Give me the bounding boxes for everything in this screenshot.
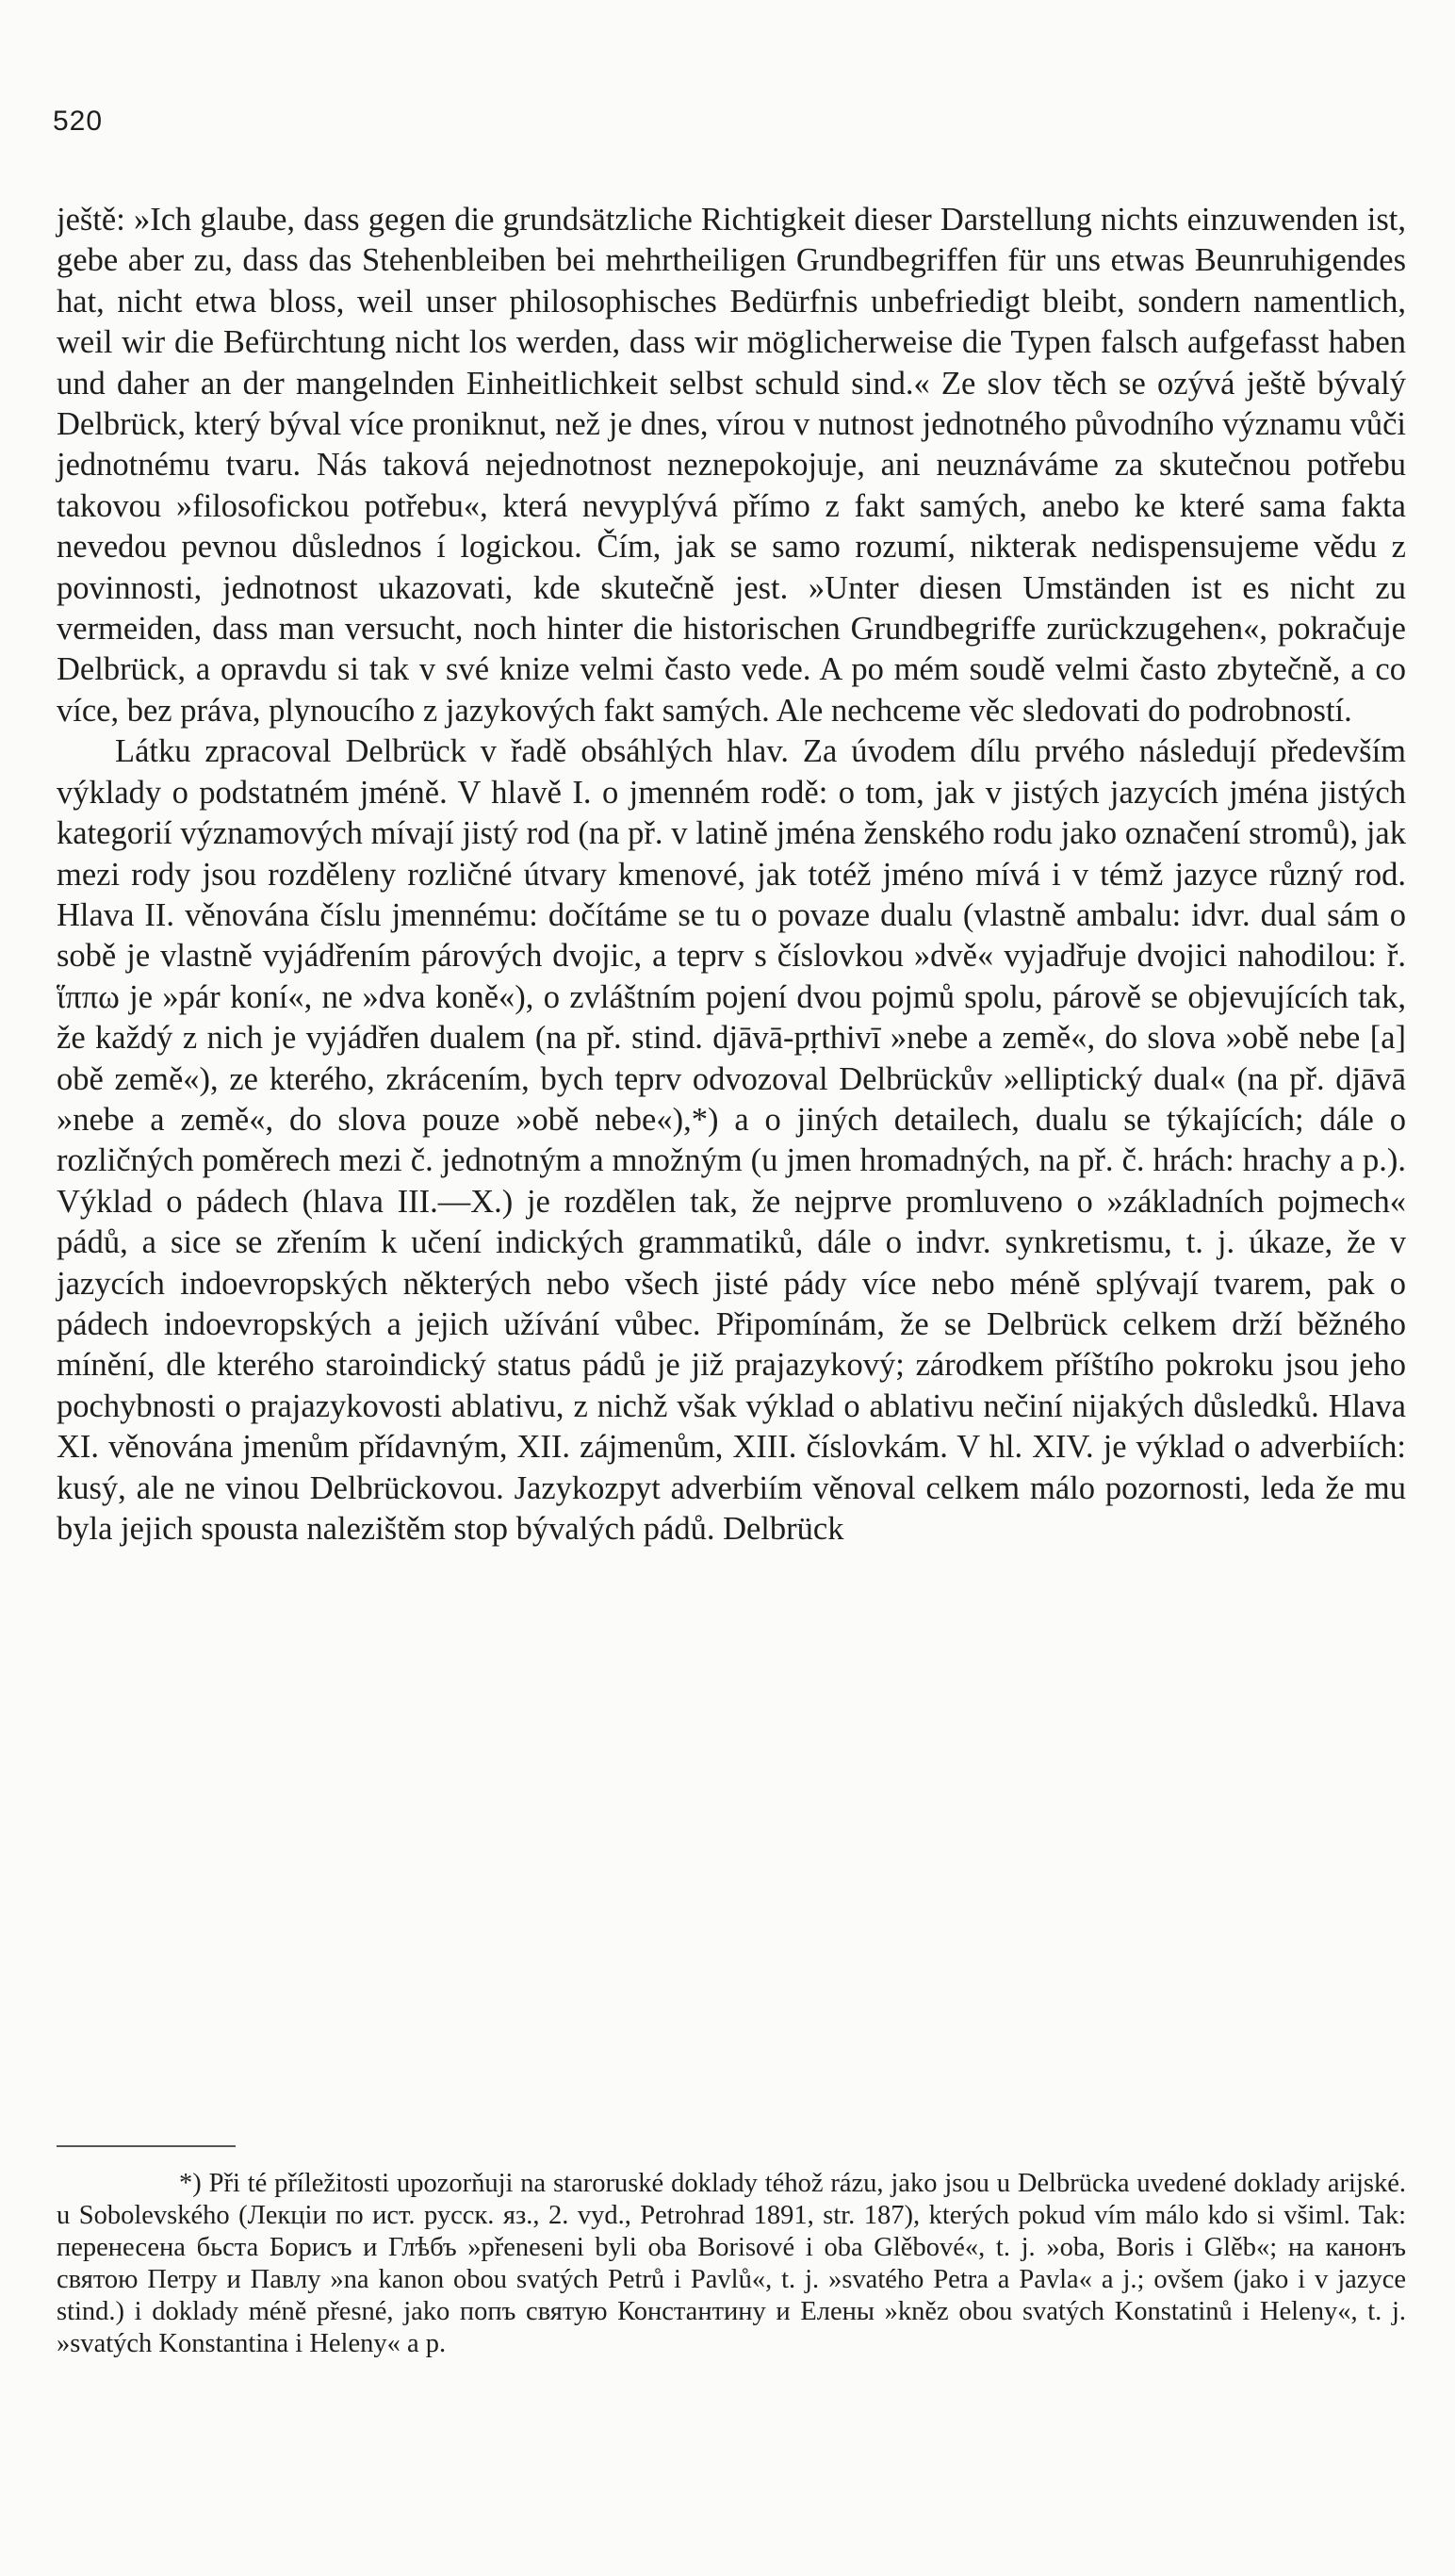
footnote-1: *) Při té příležitosti upozorňuji na staroruské doklady téhož rázu, jako jsou u Delbrücka uvedené doklady arijské. u Sobolevského (Лекціи по ист. русск. яз., 2. vyd., Petrohrad 1891, str. 187), kterých pokud vím málo kdo si všiml. Tak: перенесена бьста Борисъ и Глѣбъ »přeneseni byli oba Borisové i oba Glěbové«, t. j. »oba, Boris i Glěb«; на канонъ святою Петру и Павлу »na kanon obou svatých Petrů i Pavlů«, t. j. »svatého Petra a Pavla« a j.; ovšem (jako i v jazyce stind.) i doklady méně přesné, jako попъ святую Константину и Елены »kněz obou svatých Konstatinů i Heleny«, t. j. »svatých Konstantina i Heleny« a p.	[57, 2169, 1406, 2358]
main-text	[57, 200, 1406, 1550]
footnotes	[57, 2168, 1406, 2360]
page-number: 520	[53, 106, 104, 137]
footnote-divider	[57, 2145, 236, 2147]
paragraph-1: ještě: »Ich glaube, dass gegen die grundsätzliche Richtigkeit dieser Darstellung nichts einzuwenden ist, gebe aber zu, dass das Stehenbleiben bei mehrtheiligen Grundbegriffen für uns etwas Beunruhigendes hat, nicht etwa bloss, weil unser philosophisches Bedürfnis unbefriedigt bleibt, sondern namentlich, weil wir die Befürchtung nicht los werden, dass wir möglicherweise die Typen falsch aufgefasst haben und daher an der mangelnden Einheitlichkeit selbst schuld sind.« Ze slov těch se ozývá ještě bývalý Delbrück, který býval více proniknut, než je dnes, vírou v nutnost jednotného původního významu vůči jednotnému tvaru. Nás taková nejednotnost neznepokojuje, ani neuznáváme za skutečnou potřebu takovou »filosofickou potřebu«, která nevyplývá přímo z fakt samých, anebo ke které sama fakta nevedou pevnou důslednos í logickou. Čím, jak se samo rozumí, nikterak nedispensujeme vědu z povinnosti, jednotnost ukazovati, kde skutečně jest. »Unter diesen Umständen ist es nicht zu vermeiden, dass man versucht, noch hinter die historischen Grundbegriffe zurückzugehen«, pokračuje Delbrück, a opravdu si tak v své knize velmi často vede. A po mém soudě velmi často zbytečně, a co více, bez práva, plynoucího z jazykových fakt samých. Ale nechceme věc sledovati do podrobností.	[57, 202, 1406, 729]
paragraph-2: Látku zpracoval Delbrück v řadě obsáhlých hlav. Za úvodem dílu prvého následují především výklady o podstatném jméně. V hlavě I. o jmenném rodě: o tom, jak v jistých jazycích jména jistých kategorií významových mívají jistý rod (na př. v latině jména ženského rodu jako označení stromů), jak mezi rody jsou rozděleny rozličné útvary kmenové, jak totéž jméno mívá i v témž jazyce různý rod. Hlava II. věnována číslu jmennému: dočítáme se tu o povaze dualu (vlastně ambalu: idvr. dual sám o sobě je vlastně vyjádřením párových dvojic, a teprv s číslovkou »dvě« vyjadřuje dvojici nahodilou: ř. ἵππω je »pár koní«, ne »dva koně«), o zvláštním pojení dvou pojmů spolu, párově se objevujících tak, že každý z nich je vyjádřen dualem (na př. stind. djāvā-pṛthivī »nebe a země«, do slova »obě nebe [a] obě země«), ze kterého, zkrácením, bych teprv odvozoval Delbrückův »elliptický dual« (na př. djāvā »nebe a země«, do slova pouze »obě nebe«),*) a o jiných detailech, dualu se týkajících; dále o rozličných poměrech mezi č. jednotným a množným (u jmen hromadných, na př. č. hrách: hrachy a p.). Výklad o pádech (hlava III.—X.) je rozdělen tak, že nejprve promluveno o »základních pojmech« pádů, a sice se zřením k učení indických grammatiků, dále o indvr. synkretismu, t. j. úkaze, že v jazycích indoevropských některých nebo všech jisté pády více nebo méně splývají tvarem, pak o pádech indoevropských a jejich užívání vůbec. Připomínám, že se Delbrück celkem drží běžného mínění, dle kterého staroindický status pádů je již prajazykový; zárodkem příštího pokroku jsou jeho pochybnosti o prajazykovosti ablativu, z nichž však výklad o ablativu nečiní nijakých důsledků. Hlava XI. věnována jmenům přídavným, XII. zájmenům, XIII. číslovkám. V hl. XIV. je výklad o adverbiích: kusý, ale ne vinou Delbrückovou. Jazykozpyt adverbiím věnoval celkem málo pozornosti, leda že mu byla jejich spousta nalezištěm stop bývalých pádů. Delbrück	[57, 733, 1406, 1547]
